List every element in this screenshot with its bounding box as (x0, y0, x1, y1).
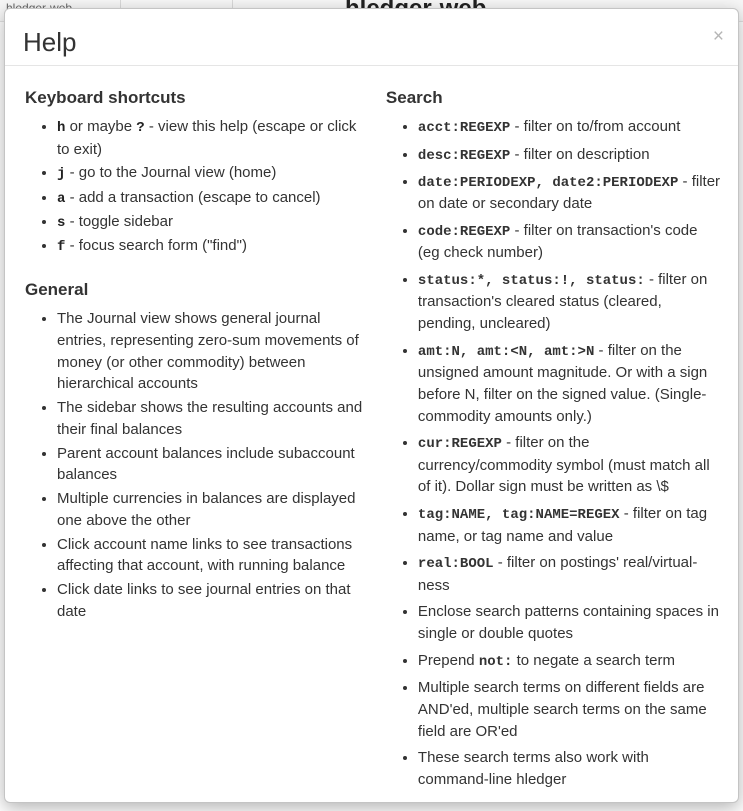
shortcut-text: - toggle sidebar (69, 213, 173, 231)
keyboard-shortcuts-heading: Keyboard shortcuts (25, 88, 186, 107)
modal-body (5, 66, 738, 789)
search-term-code: date:PERIODEXP, date2:PERIODEXP (417, 174, 679, 191)
search-term-text: - filter on transaction's code (eg check number) (417, 222, 698, 262)
shortcut-mid: or maybe (69, 118, 133, 136)
list-item (418, 340, 722, 428)
list-item (418, 269, 722, 335)
modal-header (5, 9, 738, 66)
right-column (382, 82, 722, 796)
list-item (57, 116, 372, 160)
shortcut-text: - add a transaction (escape to cancel) (69, 188, 321, 206)
list-item (418, 650, 722, 672)
search-term-code: status:*, status:!, status: (417, 273, 645, 290)
general-heading: General (25, 279, 89, 299)
general-list (21, 308, 372, 623)
list-item (418, 116, 722, 138)
left-column (21, 82, 382, 796)
keyboard-shortcuts-list (21, 116, 372, 257)
modal-title: Help (23, 27, 77, 57)
list-item (57, 235, 372, 257)
list-item (57, 162, 372, 184)
list-item: • The sidebar shows the resulting accounts and their final balances (57, 397, 372, 441)
list-item: • The Journal view shows general journal entries, representing zero-sum movements of money (or other commodity) between hierarchical accounts (57, 308, 372, 395)
list-item: • These search terms also work with command-line hledger (418, 747, 722, 791)
search-term-code: tag:NAME, tag:NAME=REGEX (417, 507, 620, 524)
list-item: • Enclose search patterns containing spaces in single or double quotes (418, 601, 722, 645)
shortcut-key: s (57, 215, 66, 232)
search-term-text: - filter on the currency/commodity symbol (must match all of it). Dollar sign must be written as \$ (417, 434, 710, 496)
list-item (57, 211, 372, 233)
shortcut-key-alt: ? (136, 120, 145, 137)
search-term-text: - filter on transaction's cleared status (cleared, pending, uncleared) (417, 271, 708, 333)
list-item: • Parent account balances include subaccount balances (57, 443, 372, 487)
list-item (418, 432, 722, 498)
list-item (57, 187, 372, 209)
list-item (418, 171, 722, 215)
search-term-code: amt:N, amt:<N, amt:>N (417, 343, 595, 360)
search-term-code: acct:REGEXP (417, 120, 511, 137)
list-item (418, 503, 722, 547)
shortcut-key: a (57, 190, 66, 207)
list-item (418, 552, 722, 596)
shortcut-text: - focus search form ("find") (69, 237, 247, 255)
search-term-prefix: Prepend (417, 651, 475, 669)
list-item: • Click account name links to see transactions affecting that account, with running balance (57, 534, 372, 578)
list-item (418, 144, 722, 166)
close-icon[interactable]: × (712, 26, 724, 47)
search-term-code: cur:REGEXP (417, 436, 502, 453)
search-term-text: - filter on tag name, or tag name and value (417, 505, 708, 545)
search-list (382, 116, 722, 790)
list-item: • Multiple search terms on different fields are AND'ed, multiple search terms on the same field are OR'ed (418, 677, 722, 742)
search-term-text: to negate a search term (516, 651, 676, 669)
search-term-text: - filter on postings' real/virtual-ness (417, 554, 698, 594)
list-item: • Click date links to see journal entries on that date (57, 579, 372, 623)
shortcut-text: - view this help (escape or click to exit) (57, 118, 357, 158)
search-term-text: - filter on to/from account (514, 118, 681, 136)
shortcut-key: j (57, 166, 66, 183)
search-term-code: desc:REGEXP (417, 147, 511, 164)
search-heading: Search (385, 88, 443, 107)
search-term-code: real:BOOL (417, 556, 494, 573)
search-term-text: - filter on description (514, 145, 650, 163)
help-modal (4, 8, 739, 803)
shortcut-text: - go to the Journal view (home) (69, 164, 277, 182)
search-term-text: - filter on the unsigned amount magnitude. Or with a sign before N, filter on the signed value. (Single-commodity amounts only.) (417, 341, 708, 425)
search-term-text: - filter on date or secondary date (417, 172, 721, 213)
list-item (418, 220, 722, 264)
list-item: • Multiple currencies in balances are displayed one above the other (57, 488, 372, 532)
search-term-code: code:REGEXP (417, 224, 511, 241)
search-term-code: not: (478, 653, 513, 670)
shortcut-key: f (57, 239, 66, 256)
shortcut-key: h (57, 120, 66, 137)
modal-footer-space (21, 796, 722, 803)
